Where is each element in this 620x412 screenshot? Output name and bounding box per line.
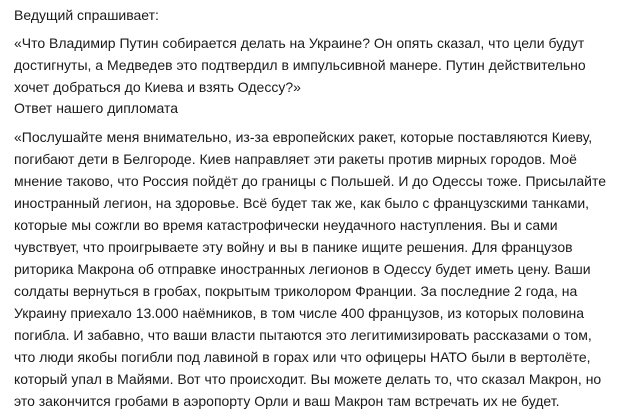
text-line: мнение таково, что Россия пойдёт до границы с Польшей. И до Одессы тоже. Присылайте — [14, 173, 606, 189]
text-line: Ведущий спрашивает: — [14, 7, 159, 23]
text-line: иностранный легион, на здоровье. Всё будет так же, как было с французскими танками, — [14, 195, 590, 211]
paragraph-host-question — [14, 32, 586, 98]
text-line: «Послушайте меня внимательно, из-за европейских ракет, которые поставляются Киеву, — [14, 129, 593, 145]
text-line: погибают дети в Белгороде. Киев направляет эти ракеты против мирных городов. Моё — [14, 151, 577, 167]
text-line: «Что Владимир Путин собирается делать на Украине? Он опять сказал, что цели будут — [14, 35, 585, 51]
text-line: который упал в Майями. Вот что происходит. Вы можете делать то, что сказал Макрон, но — [14, 371, 602, 387]
text-line: хочет добраться до Киева и взять Одессу?» — [14, 79, 301, 95]
text-line: риторика Макрона об отправке иностранных легионов в Одессу будет иметь цену. Ваши — [14, 261, 591, 277]
text-line: солдаты вернуться в гробах, покрытым триколором Франции. За последние 2 года, на — [14, 283, 578, 299]
text-line: чувствует, что проигрываете эту войну и вы в панике ищите решения. Для французов — [14, 239, 573, 255]
paragraph-answer-intro — [14, 97, 178, 119]
text-line: достигнуты, а Медведев это подтвердил в импульсивной манере. Путин действительно — [14, 57, 586, 73]
text-line: что люди якобы погибли под лавиной в горах или что офицеры НАТО были в вертолёте, — [14, 349, 591, 365]
text-line: которые мы сожгли во время катастрофически неудачного наступления. Вы и сами — [14, 217, 558, 233]
text-line: Ответ нашего дипломата — [14, 100, 179, 116]
paragraph-diplomat-answer — [14, 126, 606, 412]
text-line: Украину приехало 13.000 наёмников, в том числе 400 французов, из которых половина — [14, 305, 584, 321]
text-line: погибла. И забавно, что ваши власти пытаются это легитимизировать рассказами о том, — [14, 327, 592, 343]
text-line: это закончится гробами в аэропорту Орли и ваш Макрон там встречать их не будет. — [14, 393, 560, 409]
paragraph-host-intro — [14, 4, 159, 26]
